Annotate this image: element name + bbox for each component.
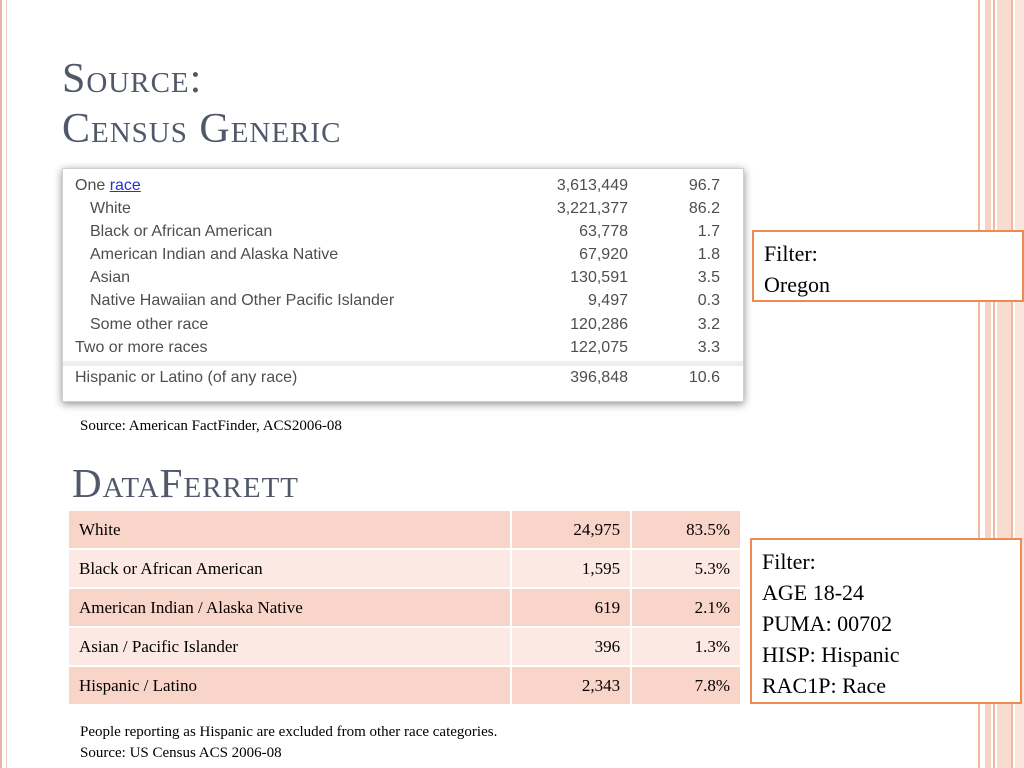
source-title: Source: [62, 56, 203, 102]
dataferrett-title: DataFerrett [72, 460, 300, 506]
census-row-label: White [90, 200, 131, 217]
table-row [69, 627, 741, 666]
census-percent: 1.8 [697, 246, 720, 263]
race-percent: 5.3% [631, 549, 741, 588]
left-border-line [0, 0, 2, 768]
race-count: 619 [511, 588, 631, 627]
census-percent: 1.7 [697, 223, 720, 240]
census-row-label: Asian [90, 269, 131, 286]
race-label: Hispanic / Latino [69, 666, 511, 705]
census-percent: 10.6 [688, 369, 720, 386]
dataferrett-source-note: Source: US Census ACS 2006-08 [80, 745, 282, 761]
census-row [63, 314, 743, 337]
race-link[interactable]: race [109, 177, 141, 194]
census-filter-box [752, 230, 1024, 302]
census-row [63, 337, 743, 360]
race-percent: 1.3% [631, 627, 741, 666]
filter-hisp: HISP: Hispanic [762, 642, 900, 667]
census-row [63, 175, 743, 198]
census-row-label: Some other race [90, 316, 209, 333]
table-row [69, 666, 741, 705]
race-label: American Indian / Alaska Native [69, 588, 511, 627]
race-percent: 7.8% [631, 666, 741, 705]
census-count: 122,075 [570, 339, 628, 356]
filter-value: Oregon [764, 272, 830, 297]
census-percent: 96.7 [688, 177, 720, 194]
source-subtitle: Census Generic [62, 106, 342, 152]
census-row [63, 367, 743, 390]
filter-puma: PUMA: 00702 [762, 611, 893, 636]
left-border-line [6, 0, 7, 768]
race-label: White [69, 511, 511, 549]
table-row [69, 549, 741, 588]
census-row-label: Black or African American [90, 223, 273, 240]
census-count: 67,920 [579, 246, 628, 263]
census-percent: 3.2 [697, 316, 720, 333]
census-row [63, 244, 743, 267]
census-count: 3,613,449 [556, 177, 628, 194]
race-percent: 83.5% [631, 511, 741, 549]
census-count: 9,497 [587, 292, 628, 309]
census-row-label: Hispanic or Latino (of any race) [75, 369, 298, 386]
census-row-label: Two or more races [75, 339, 208, 356]
dataferrett-table [69, 511, 742, 706]
census-count: 130,591 [570, 269, 628, 286]
race-label: Black or African American [69, 549, 511, 588]
race-count: 24,975 [511, 511, 631, 549]
census-count: 396,848 [570, 369, 628, 386]
dataferrett-filter-box [750, 538, 1022, 704]
filter-age: AGE 18-24 [762, 580, 865, 605]
table-row [69, 511, 741, 549]
race-count: 396 [511, 627, 631, 666]
census-count: 63,778 [579, 223, 628, 240]
filter-label: Filter: [762, 549, 816, 574]
filter-rac1p: RAC1P: Race [762, 673, 887, 698]
race-label: Asian / Pacific Islander [69, 627, 511, 666]
hispanic-exclusion-note: People reporting as Hispanic are excluded from other race categories. [80, 724, 498, 740]
census-row-label: Native Hawaiian and Other Pacific Islander [90, 292, 395, 309]
census-row [63, 267, 743, 290]
census-table-screenshot [62, 168, 744, 402]
census-row [63, 221, 743, 244]
census-count: 3,221,377 [556, 200, 628, 217]
race-percent: 2.1% [631, 588, 741, 627]
census-percent: 3.5 [697, 269, 720, 286]
census-percent: 0.3 [697, 292, 720, 309]
census-percent: 86.2 [688, 200, 720, 217]
census-row [63, 198, 743, 221]
census-row [63, 290, 743, 313]
census-percent: 3.3 [697, 339, 720, 356]
census-row-label: American Indian and Alaska Native [90, 246, 339, 263]
filter-label: Filter: [764, 241, 818, 266]
census-row-label: One race [75, 177, 141, 194]
census-source-note: Source: American FactFinder, ACS2006-08 [80, 418, 342, 434]
race-count: 2,343 [511, 666, 631, 705]
census-divider [63, 361, 743, 366]
race-count: 1,595 [511, 549, 631, 588]
census-count: 120,286 [570, 316, 628, 333]
table-row [69, 588, 741, 627]
